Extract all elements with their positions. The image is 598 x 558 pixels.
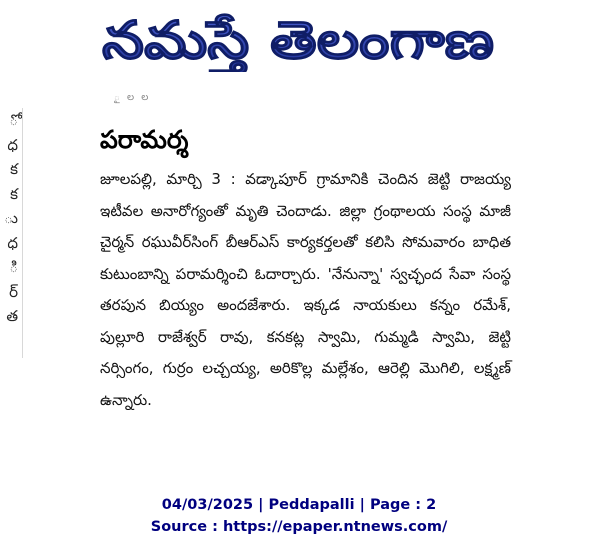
fragment-char: క (10, 184, 18, 203)
cut-off-previous-line: ౖ ల ల (114, 92, 151, 103)
fragment-char: ధ (7, 233, 18, 252)
newspaper-masthead (98, 4, 498, 72)
fragment-char: ధ (7, 135, 18, 154)
fragment-char: ర్ (9, 282, 18, 301)
fragment-char: క (10, 160, 18, 178)
masthead-title: నమస్తే తెలంగాణ (102, 11, 443, 71)
fragment-char: త (6, 307, 18, 325)
adjacent-column-fragment (0, 108, 23, 358)
fragment-char: ో (9, 111, 18, 129)
fragment-char: ి (9, 258, 18, 276)
footer-source: Source : https://epaper.ntnews.com/ (150, 519, 448, 535)
news-clipping (98, 90, 513, 409)
masthead-logo (98, 4, 498, 72)
article-body: జూలపల్లి, మార్చి 3 : వడ్కాపూర్ గ్రామానికి చెందిన జెట్టి రాజయ్య ఇటీవల అనారోగ్యంతో మృతి చెందాడు. జిల్లా గ్రంథాలయ సంస్థ మాజీ చైర్మన్ రఘువీర్‌సింగ్ బీఆర్ఎస్ కార్యకర్తలతో కలిసి సోమవారం బాధిత కుటుంబాన్ని పరామర్శించి ఓదార్చారు. 'నేనున్నా' స్వచ్ఛంద సేవా సంస్థ తరపున బియ్యం అందజేశారు. ఇక్కడ నాయకులు కన్నం రమేశ్, పుల్లూరి రాజేశ్వర్ రావు, కనకట్ల స్వామి, గుమ్మడి స్వామి, జెట్టి నర్సింగం, గుర్రం లచ్చయ్య, అరికొల్ల మల్లేశం, ఆరెల్లి మొగిలి, లక్ష్మణ్ ఉన్నారు. (100, 170, 511, 409)
footer-date-edition: 04/03/2025 | Peddapalli | Page : 2 (161, 497, 437, 513)
article-headline: పరామర్శ (100, 125, 189, 154)
fragment-char: ు (4, 209, 18, 227)
